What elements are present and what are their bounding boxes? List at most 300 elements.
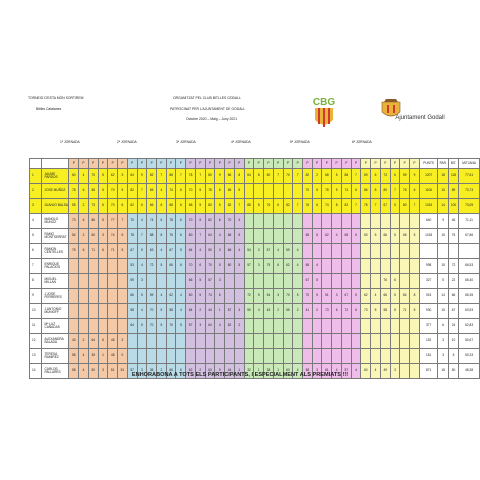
score-cell [361,349,371,364]
total-cell: 67 [448,304,458,319]
score-cell: 64 [205,319,215,334]
score-cell: 3 [215,244,225,259]
total-cell: 66,53 [459,259,480,274]
score-cell: 7 [176,169,186,184]
score-cell: 5 [195,184,205,199]
header-cell-p: P [351,159,361,169]
total-cell: 14 [438,199,448,214]
table-row [30,304,480,319]
score-cell: 7 [351,169,361,184]
score-cell: 78 [166,214,176,229]
score-cell: 67 [127,244,137,259]
score-cell: 76 [400,184,410,199]
total-cell: 3 [438,349,448,364]
player-name: TERESA RAMIREZ [42,349,69,364]
score-cell [332,349,342,364]
total-cell: 1207 [419,169,438,184]
score-cell: 5 [312,289,322,304]
score-cell [371,349,381,364]
score-cell [341,349,351,364]
score-cell: 76 [380,274,390,289]
score-cell [88,259,98,274]
score-cell [195,334,205,349]
row-number: 9 [30,289,42,304]
header-cell-total: BIT. [448,159,458,169]
score-cell [108,319,118,334]
score-cell [303,214,313,229]
score-cell: 66 [380,229,390,244]
score-cell: 5 [176,244,186,259]
score-cell: 73 [380,169,390,184]
total-cell: 18 [438,169,448,184]
score-cell: 62 [186,364,196,379]
header-cell-p: P [195,159,205,169]
score-cell: 5 [371,229,381,244]
score-cell [79,259,89,274]
score-cell: 57 [244,259,254,274]
jornada-label-6: 6ª JORNADA [352,140,372,144]
score-cell: 6 [98,244,108,259]
score-cell: 82 [283,199,293,214]
score-cell [332,214,342,229]
score-cell [361,334,371,349]
score-cell: 62 [283,259,293,274]
score-cell: 6 [157,214,167,229]
score-cell [390,319,400,334]
row-number: 13 [30,349,42,364]
score-cell [322,334,332,349]
score-cell: 6 [390,169,400,184]
score-cell: 6 [79,244,89,259]
sponsor-line: PATROCINAT PER L'AJUNTAMENT DE GODALL [170,107,246,111]
score-cell: 62 [166,289,176,304]
player-name: J.JOSE FERRERES [42,289,69,304]
score-cell [234,349,244,364]
score-cell: 4 [234,214,244,229]
score-cell [254,274,264,289]
score-cell: 8 [254,199,264,214]
score-cell: 65 [147,184,157,199]
score-cell [264,349,274,364]
score-cell: 5 [118,244,128,259]
score-cell [361,319,371,334]
score-cell [283,229,293,244]
score-cell [147,274,157,289]
score-cell [351,334,361,349]
header-cell-p: P [118,159,128,169]
score-cell [254,214,264,229]
score-cell [312,334,322,349]
header-cell-p: P [225,159,235,169]
score-cell: 6 [176,229,186,244]
score-cell: 70 [108,184,118,199]
total-cell: 65,35 [459,289,480,304]
table-row [30,259,480,274]
score-cell: 4 [332,364,342,379]
score-cell: 70 [186,184,196,199]
score-cell [157,334,167,349]
total-cell: 24 [448,319,458,334]
cbg-logo [309,94,339,132]
row-number: 7 [30,259,42,274]
score-cell: 60 [186,289,196,304]
score-cell [322,259,332,274]
score-cell: 9 [215,169,225,184]
score-cell: 67 [303,274,313,289]
score-cell: 6 [215,289,225,304]
score-cell: 6 [176,364,186,379]
score-cell: 60 [361,364,371,379]
header-cell-p: P [157,159,167,169]
score-cell: 58 [69,364,79,379]
score-cell [390,244,400,259]
score-cell: 58 [127,304,137,319]
row-number: 1 [30,169,42,184]
total-cell: 151 [419,349,438,364]
score-cell [371,214,381,229]
score-cell: 6 [312,199,322,214]
score-cell [98,319,108,334]
score-cell: 5 [312,274,322,289]
score-cell [351,319,361,334]
score-cell: 6 [390,274,400,289]
score-cell: 8 [254,169,264,184]
header-cell-p: P [400,159,410,169]
score-cell: 5 [137,289,147,304]
total-cell: 48,38 [459,364,480,379]
total-cell: 66 [448,289,458,304]
score-cell: 36 [147,364,157,379]
score-cell [293,334,303,349]
row-number: 14 [30,364,42,379]
score-cell: 66 [186,274,196,289]
total-cell: 871 [419,364,438,379]
score-cell: 74 [205,289,215,304]
score-cell [264,319,274,334]
score-cell [312,349,322,364]
score-cell: 9 [215,364,225,379]
score-cell: 3 [254,244,264,259]
score-cell [332,259,342,274]
score-cell [400,259,410,274]
score-cell [88,289,98,304]
row-number: 11 [30,319,42,334]
score-cell: 84 [400,289,410,304]
score-cell [186,349,196,364]
score-cell: 6 [118,229,128,244]
score-cell: 88 [244,199,254,214]
score-cell [166,274,176,289]
score-cell: 3 [195,319,205,334]
score-cell: 59 [127,274,137,289]
score-cell: 7 [195,229,205,244]
score-cell: 58 [380,304,390,319]
score-cell: 70 [186,259,196,274]
score-cell [137,349,147,364]
score-cell: 63 [205,364,215,379]
score-cell: 45 [108,334,118,349]
score-cell: 74 [341,184,351,199]
header-cell-p: P [137,159,147,169]
score-cell [273,334,283,349]
score-cell [98,274,108,289]
score-cell [400,349,410,364]
score-cell [264,214,274,229]
score-cell: 6 [351,184,361,199]
total-cell: 62,83 [459,319,480,334]
score-cell [332,274,342,289]
score-cell: 6 [176,184,186,199]
table-row [30,169,480,184]
total-cell: 377 [419,319,438,334]
total-cell [459,244,480,259]
score-cell: 88 [147,229,157,244]
score-cell [254,229,264,244]
score-cell: 5 [176,319,186,334]
header-cell-p: P [273,159,283,169]
score-cell: 51 [108,364,118,379]
score-cell: 71 [88,244,98,259]
score-cell: 50 [205,244,215,259]
score-cell: 5 [312,184,322,199]
score-cell: 55 [283,304,293,319]
total-cell: 18 [438,364,448,379]
score-cell [166,334,176,349]
score-cell: 6 [176,214,186,229]
score-cell [186,334,196,349]
score-cell: 65 [225,184,235,199]
total-cell: 67,86 [459,229,480,244]
total-cell: 50,67 [459,334,480,349]
score-cell: 88 [166,169,176,184]
score-cell: 82 [205,214,215,229]
score-cell [98,259,108,274]
score-cell [254,349,264,364]
score-cell: 4 [195,244,205,259]
score-cell: 5 [98,169,108,184]
score-cell: 6 [215,184,225,199]
score-cell: 4 [157,244,167,259]
score-cell: 78 [127,229,137,244]
score-cell: 62 [127,199,137,214]
score-cell: 1 [98,349,108,364]
score-cell: 4 [157,184,167,199]
score-cell [303,349,313,364]
score-cell [371,319,381,334]
row-number: 8 [30,274,42,289]
score-cell: 64 [186,244,196,259]
total-cell: 15 [438,304,448,319]
score-cell [390,214,400,229]
score-cell [264,334,274,349]
score-cell [264,229,274,244]
row-number: 3 [30,199,42,214]
score-cell: 6 [79,184,89,199]
score-cell [69,319,79,334]
header-cell-p: P [147,159,157,169]
score-cell: 7 [137,229,147,244]
score-cell: 5 [234,229,244,244]
jornada-label-1: 1ª JORNADA [60,140,80,144]
score-cell: 5 [351,229,361,244]
score-cell: 64 [88,334,98,349]
score-cell: 4 [371,289,381,304]
score-cell: 44 [205,304,215,319]
score-cell [147,349,157,364]
total-cell: 9 [438,214,448,229]
dates-line: Octubre 2020 – Maig – Juny 2021 [186,117,238,121]
table-row [30,229,480,244]
score-cell: 5 [215,199,225,214]
score-cell [157,349,167,364]
score-cell: 80 [186,229,196,244]
score-cell [283,334,293,349]
score-cell [390,259,400,274]
score-cell: 4 [351,364,361,379]
score-cell: 80 [400,199,410,214]
score-cell: 50 [88,364,98,379]
score-cell [225,334,235,349]
total-cell: 1315 [419,199,438,214]
score-cell [69,274,79,289]
score-cell: 6 [215,214,225,229]
score-cell: 58 [69,349,79,364]
score-cell: 69 [361,169,371,184]
score-cell: 64 [127,169,137,184]
score-cell [400,334,410,349]
total-cell: 930 [419,304,438,319]
table-row [30,319,480,334]
score-cell: 74 [147,214,157,229]
score-cell [410,319,420,334]
score-cell [225,274,235,289]
score-cell [380,244,390,259]
score-cell [351,274,361,289]
player-name: ALEXANDRA BALADA [42,334,69,349]
score-cell [332,334,342,349]
ajuntament-logo-text: Ajuntament Godall [395,115,445,121]
score-cell: 70 [127,214,137,229]
score-cell: 59 [400,169,410,184]
score-cell: 5 [157,259,167,274]
score-cell: 38 [264,364,274,379]
score-cell: 72 [341,304,351,319]
score-cell: 7 [293,199,303,214]
score-cell: 7 [371,199,381,214]
score-cell [380,319,390,334]
score-cell: 6 [195,259,205,274]
score-cell [176,274,186,289]
score-cell [341,244,351,259]
score-cell [264,274,274,289]
results-table [29,158,480,379]
score-cell: 80 [264,169,274,184]
score-cell: 71 [108,244,118,259]
score-cell: 49 [380,364,390,379]
score-cell [332,244,342,259]
score-cell [322,244,332,259]
score-cell: 5 [137,319,147,334]
score-cell: 5 [390,304,400,319]
score-cell: 5 [118,184,128,199]
score-cell: 58 [303,364,313,379]
score-cell: 76 [303,199,313,214]
event-title: TORNEIG D'ESTA MÒN SORTIREM [28,96,84,100]
score-cell: 9 [137,169,147,184]
score-cell: 62 [322,229,332,244]
player-name: JUANJO BALSA [42,199,69,214]
score-cell [273,184,283,199]
total-cell: 100 [448,199,458,214]
score-cell [361,274,371,289]
score-cell: 73 [361,304,371,319]
score-cell: 5 [332,169,342,184]
score-cell [400,244,410,259]
score-cell [273,274,283,289]
header-cell [42,159,69,169]
score-cell [88,319,98,334]
score-cell: 68 [186,199,196,214]
score-cell: 5 [195,289,205,304]
score-cell: 71 [400,304,410,319]
score-cell: 7 [273,169,283,184]
score-cell [244,319,254,334]
score-cell: 6 [98,334,108,349]
score-cell: 2 [293,304,303,319]
score-cell: 5 [215,259,225,274]
cbg-logo-text: CBG [312,97,336,108]
player-name: JOSE MUÑOZ [42,184,69,199]
score-cell: 6 [157,199,167,214]
score-cell: 7 [410,199,420,214]
player-name: RAMO MONTSERRAT [42,229,69,244]
total-cell: 73,05 [459,199,480,214]
table-header-row [30,159,480,169]
score-cell [322,319,332,334]
jornada-label-3: 3ª JORNADA [176,140,196,144]
score-cell: 2 [79,334,89,349]
score-cell: 5 [137,244,147,259]
score-cell: 41 [303,304,313,319]
score-cell: 74 [108,229,118,244]
header-cell-p: P [303,159,313,169]
score-cell [273,319,283,334]
score-cell [380,349,390,364]
score-cell: 66 [225,244,235,259]
score-cell [371,334,381,349]
header-cell-p: P [322,159,332,169]
score-cell: 78 [186,169,196,184]
total-cell [438,244,448,259]
header-cell-p: P [205,159,215,169]
score-cell: 54 [186,304,196,319]
score-cell: 73 [88,199,98,214]
score-cell: 5 [157,319,167,334]
congratulations-message: ENHORABONA A TOTS ELS PARTICIPANTS, I ESPECIALMENT ALS PREMIATS !!! [131,372,349,378]
player-name: MANOLO MUNOZ [42,214,69,229]
score-cell: 76 [264,199,274,214]
table-row [30,334,480,349]
header-cell-p: P [390,159,400,169]
table-row [30,184,480,199]
score-cell: 52 [225,319,235,334]
score-cell: 70 [108,199,118,214]
score-cell: 7 [234,199,244,214]
score-cell [205,349,215,364]
score-cell [254,319,264,334]
score-cell: 8 [157,229,167,244]
header-cell-total: PUNTS [419,159,438,169]
